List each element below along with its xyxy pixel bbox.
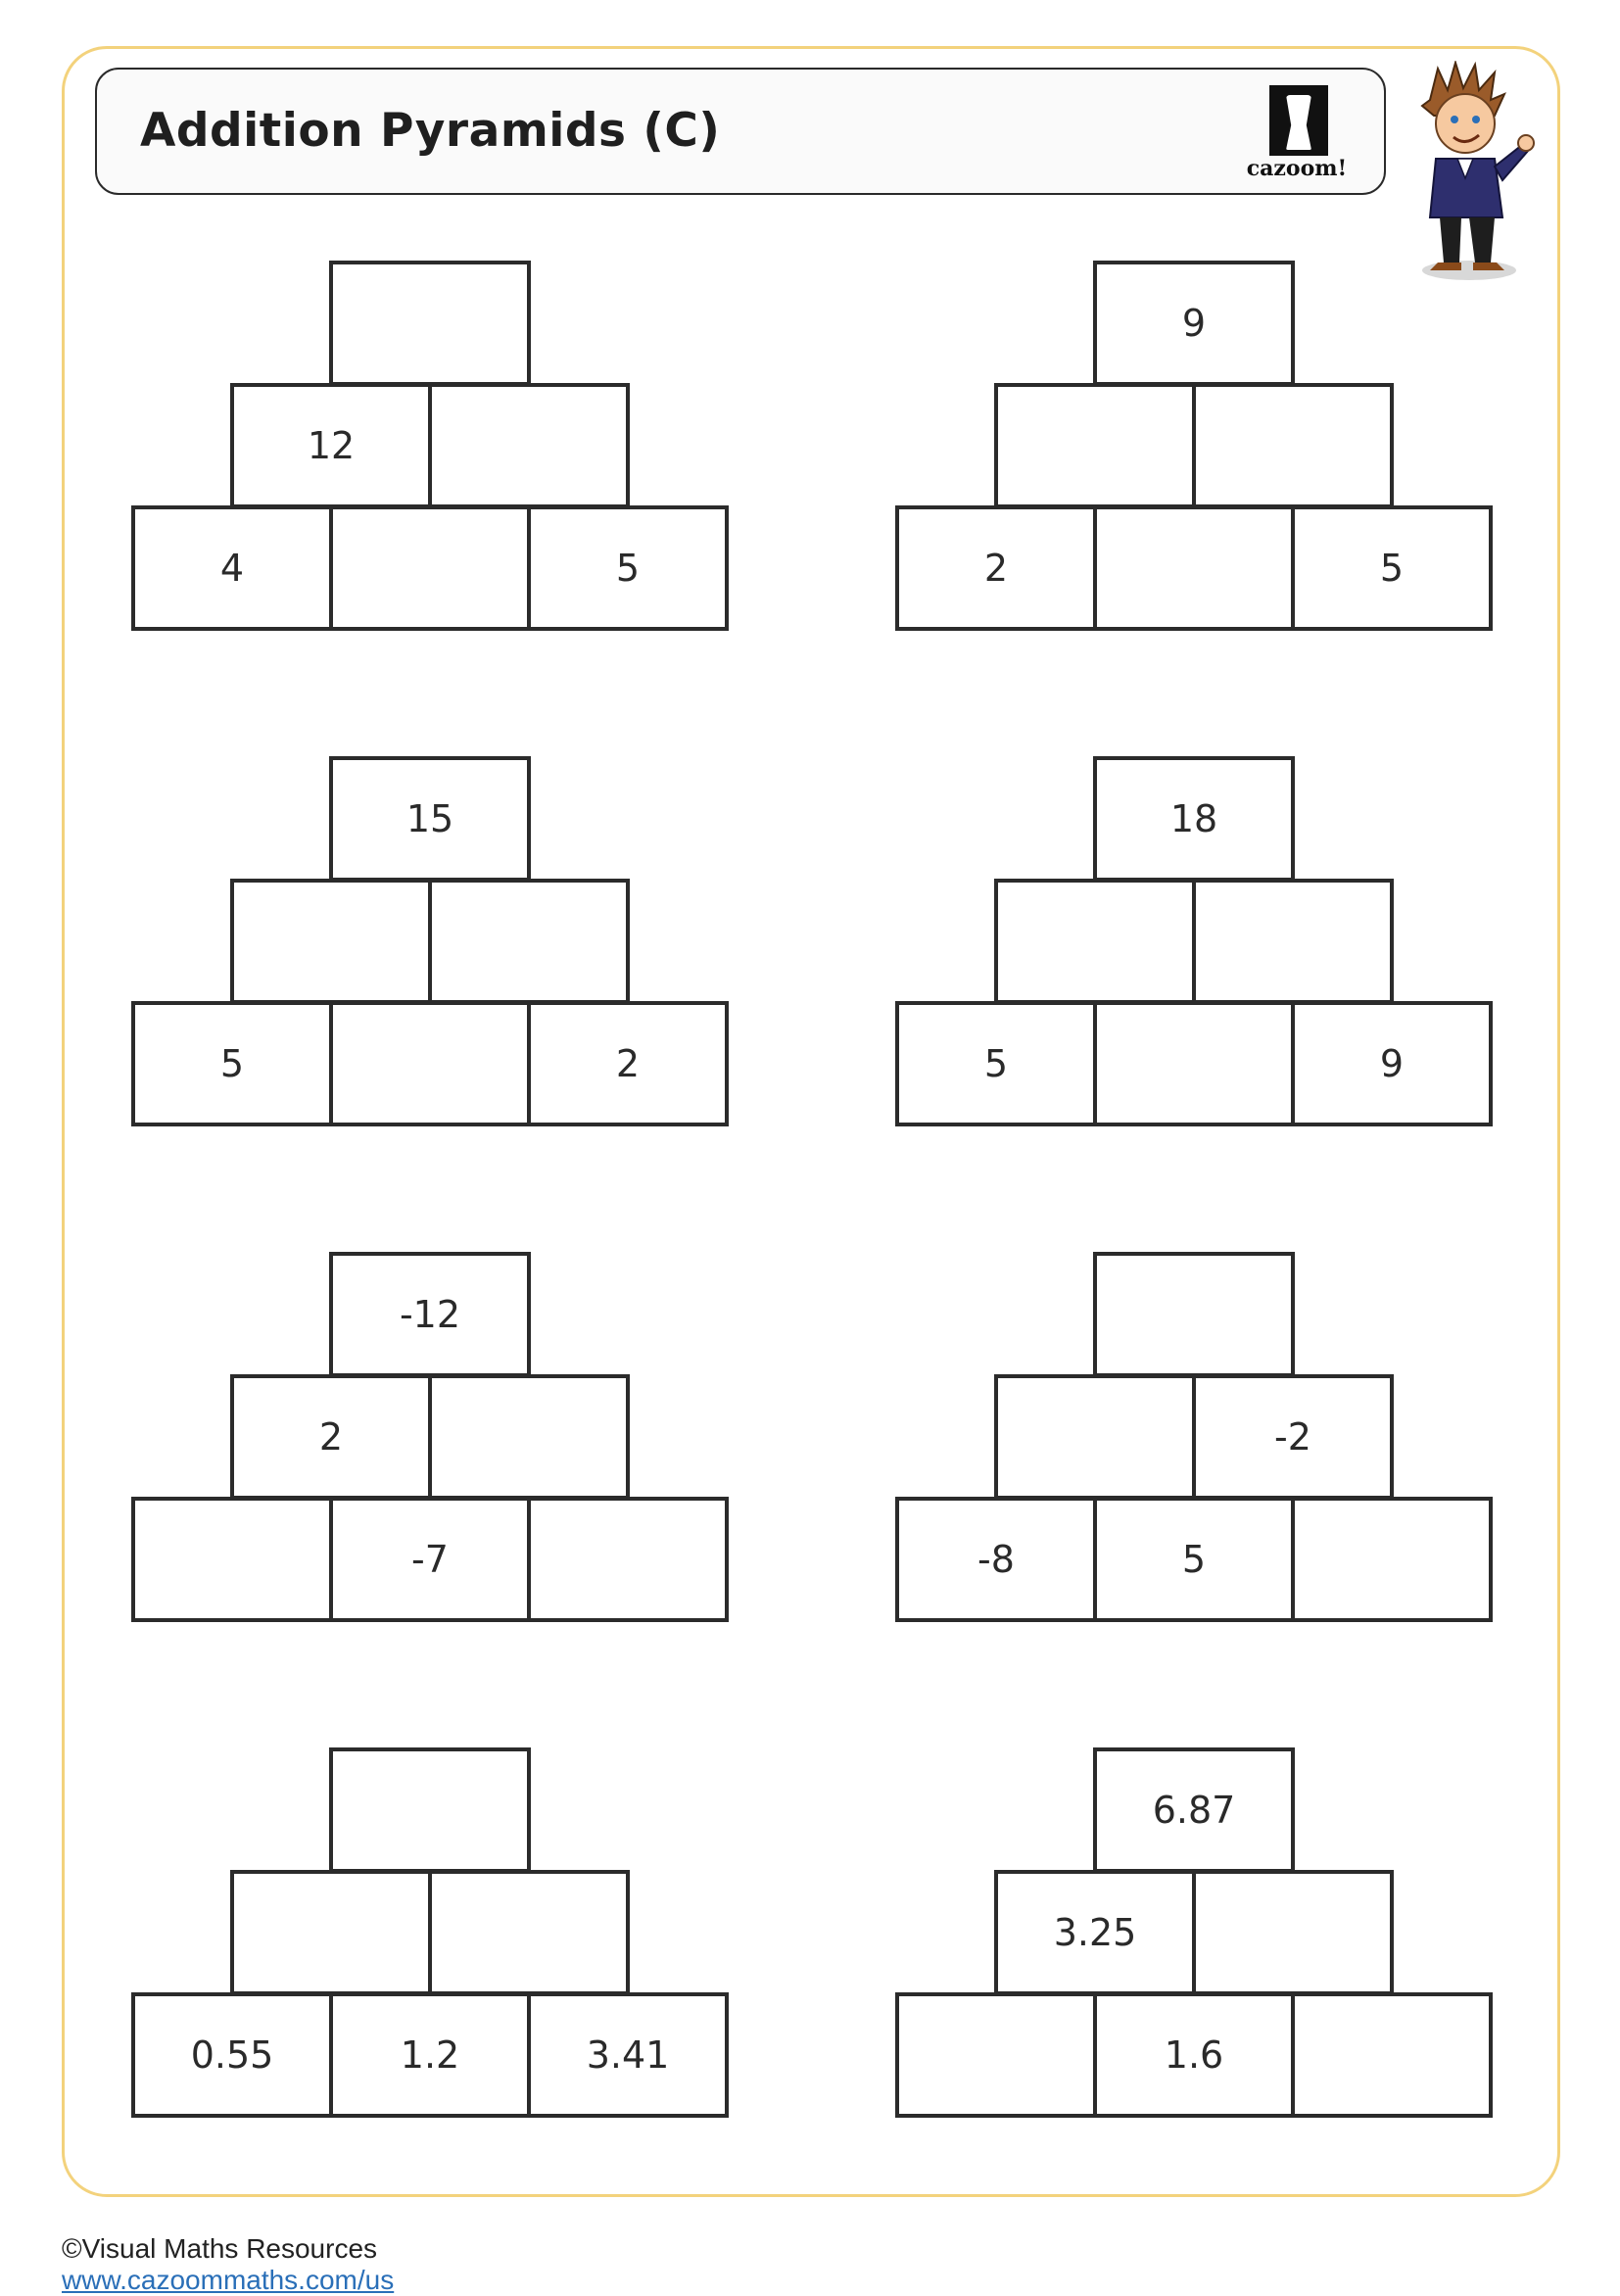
pyramid-middle-cell[interactable] (230, 1870, 432, 1995)
pyramid-middle-cell[interactable] (1192, 1870, 1394, 1995)
pyramid-3 (131, 756, 739, 1132)
pyramid-bottom-cell[interactable]: 5 (895, 1001, 1097, 1126)
pyramid-5 (131, 1252, 739, 1628)
pyramid-middle-cell[interactable] (428, 879, 630, 1004)
footer-copyright: ©Visual Maths Resources (62, 2233, 378, 2264)
pyramid-bottom-cell[interactable] (329, 505, 531, 631)
pyramid-bottom-cell[interactable] (131, 1497, 333, 1622)
pyramid-bottom-cell[interactable]: -8 (895, 1497, 1097, 1622)
pyramid-bottom-cell[interactable] (527, 1497, 729, 1622)
pyramid-top-cell[interactable] (1093, 1252, 1295, 1377)
pyramid-middle-cell[interactable] (428, 383, 630, 508)
pyramid-bottom-cell[interactable] (329, 1001, 531, 1126)
pyramid-bottom-cell[interactable]: 5 (1093, 1497, 1295, 1622)
pyramid-bottom-cell[interactable]: 5 (527, 505, 729, 631)
pyramid-bottom-cell[interactable] (1291, 1992, 1493, 2118)
page-title: Addition Pyramids (C) (140, 104, 721, 158)
pyramid-bottom-cell[interactable]: -7 (329, 1497, 531, 1622)
pyramid-bottom-cell[interactable]: 5 (131, 1001, 333, 1126)
pyramid-bottom-cell[interactable] (1093, 1001, 1295, 1126)
pyramid-bottom-cell[interactable]: 2 (527, 1001, 729, 1126)
pyramid-middle-cell[interactable] (428, 1870, 630, 1995)
pyramid-top-cell[interactable]: 6.87 (1093, 1747, 1295, 1873)
pyramid-middle-cell[interactable] (230, 879, 432, 1004)
pyramid-top-cell[interactable]: -12 (329, 1252, 531, 1377)
pyramid-bottom-cell[interactable] (1093, 505, 1295, 631)
pyramid-bottom-cell[interactable]: 1.2 (329, 1992, 531, 2118)
pyramid-bottom-cell[interactable]: 2 (895, 505, 1097, 631)
pyramid-middle-cell[interactable] (994, 383, 1196, 508)
pyramid-1 (131, 261, 739, 637)
pyramid-top-cell[interactable]: 15 (329, 756, 531, 882)
pyramid-7 (131, 1747, 739, 2124)
pyramid-middle-cell[interactable] (1192, 383, 1394, 508)
pyramid-bottom-cell[interactable]: 1.6 (1093, 1992, 1295, 2118)
pyramid-middle-cell[interactable] (1192, 879, 1394, 1004)
pyramid-middle-cell[interactable]: 3.25 (994, 1870, 1196, 1995)
pyramid-2 (895, 261, 1502, 637)
pyramid-bottom-cell[interactable]: 4 (131, 505, 333, 631)
pyramid-bottom-cell[interactable]: 0.55 (131, 1992, 333, 2118)
pyramid-bottom-cell[interactable] (895, 1992, 1097, 2118)
pyramid-middle-cell[interactable]: 2 (230, 1374, 432, 1500)
title-box (95, 68, 1386, 195)
pyramid-bottom-cell[interactable]: 5 (1291, 505, 1493, 631)
mascot-illustration (1401, 61, 1538, 286)
pyramid-middle-cell[interactable] (994, 1374, 1196, 1500)
pyramid-4 (895, 756, 1502, 1132)
pyramid-top-cell[interactable] (329, 1747, 531, 1873)
cazoom-logo (1243, 85, 1351, 183)
pyramid-top-cell[interactable] (329, 261, 531, 386)
pyramid-bottom-cell[interactable]: 3.41 (527, 1992, 729, 2118)
pyramid-bottom-cell[interactable]: 9 (1291, 1001, 1493, 1126)
pyramid-6 (895, 1252, 1502, 1628)
pyramid-middle-cell[interactable] (428, 1374, 630, 1500)
pyramid-middle-cell[interactable] (994, 879, 1196, 1004)
logo-mark-icon (1269, 85, 1328, 156)
pyramid-top-cell[interactable]: 18 (1093, 756, 1295, 882)
logo-text: cazoom! (1246, 156, 1348, 181)
pyramid-middle-cell[interactable]: 12 (230, 383, 432, 508)
pyramid-bottom-cell[interactable] (1291, 1497, 1493, 1622)
pyramid-top-cell[interactable]: 9 (1093, 261, 1295, 386)
pyramid-8 (895, 1747, 1502, 2124)
footer-link[interactable]: www.cazoommaths.com/us (62, 2265, 395, 2295)
pyramid-middle-cell[interactable]: -2 (1192, 1374, 1394, 1500)
